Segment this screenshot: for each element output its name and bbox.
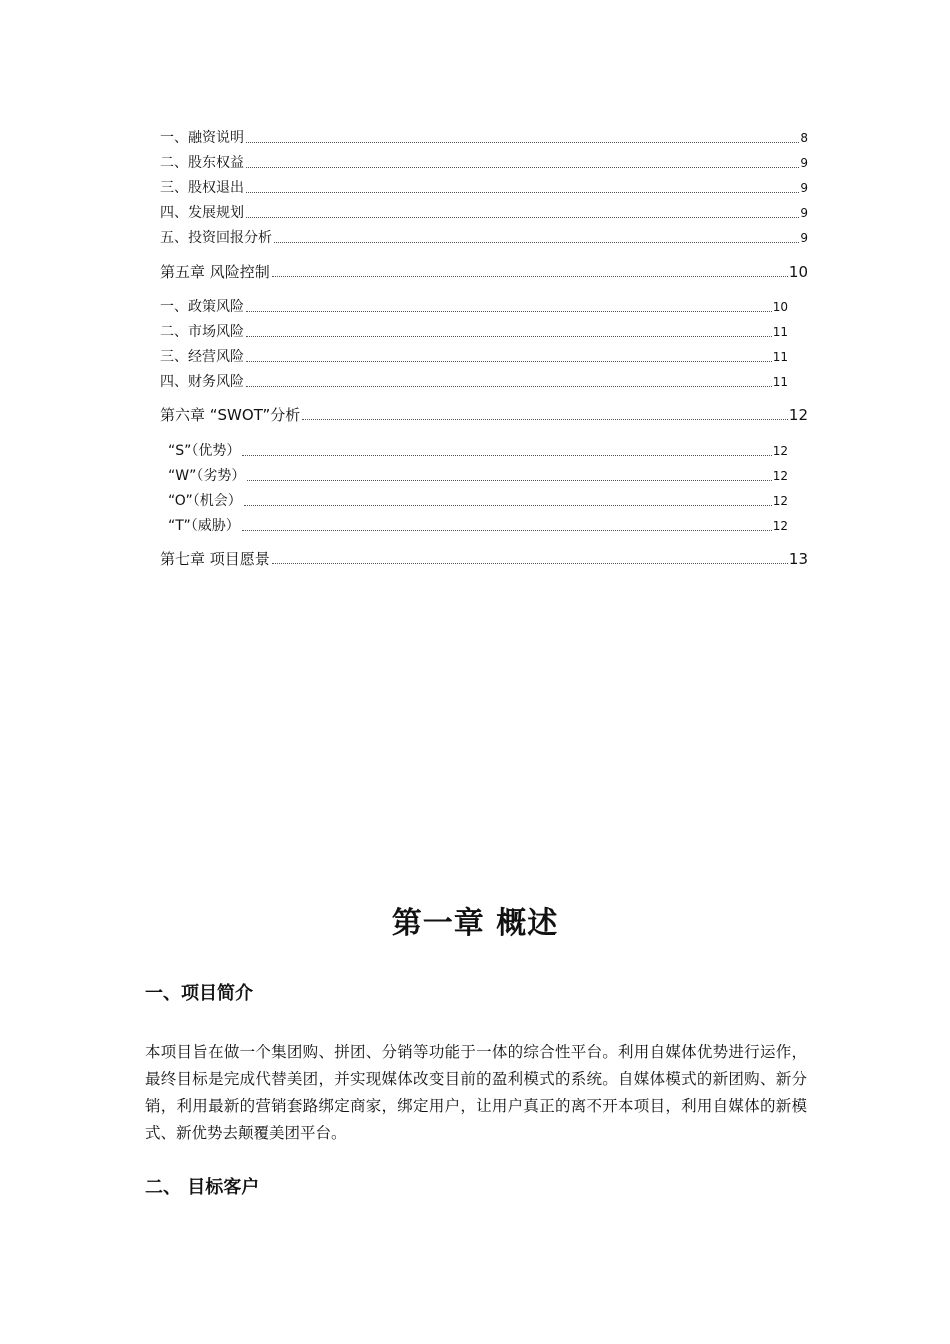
section-heading-target-customers: 二、 目标客户 [145,1177,260,1198]
toc-entry-label: “T”（威胁） [168,518,240,534]
section-heading-project-intro: 一、项目简介 [145,983,253,1004]
chapter-title: 第一章 概述 [391,906,559,941]
toc-leader-dots [302,419,788,420]
toc-leader-dots [242,455,771,456]
toc-entry-page: 11 [772,325,788,339]
toc-leader-dots [244,505,772,506]
toc-entry-page: 9 [800,156,808,170]
toc-leader-dots [242,530,772,531]
toc-entry[interactable] [160,177,808,199]
toc-chapter-entry[interactable] [160,261,808,283]
toc-entry[interactable] [160,321,788,343]
toc-entry[interactable] [160,127,808,149]
toc-entry-label: 二、市场风险 [160,324,244,340]
toc-entry-label: 二、股东权益 [160,155,244,171]
toc-leader-dots [272,276,788,277]
toc-entry-label: 三、股权退出 [160,180,244,196]
toc-entry-page: 12 [772,469,788,483]
toc-entry[interactable] [160,440,788,462]
toc-entry-label: 一、政策风险 [160,299,244,315]
toc-entry[interactable] [160,202,808,224]
toc-entry-page: 10 [772,300,788,314]
toc-entry-label: 五、投资回报分析 [160,230,272,246]
toc-entry-page: 11 [772,350,788,364]
toc-entry-page: 9 [800,206,808,220]
toc-entry-label: 四、发展规划 [160,205,244,221]
toc-leader-dots [246,361,772,362]
toc-entry-label: “W”（劣势） [168,468,246,484]
toc-entry-page: 12 [788,406,808,424]
toc-entry[interactable] [160,490,788,512]
toc-entry[interactable] [160,346,788,368]
toc-leader-dots [246,386,772,387]
toc-entry-page: 13 [788,550,808,568]
toc-entry[interactable] [160,152,808,174]
toc-entry-label: 四、财务风险 [160,374,244,390]
toc-entry-page: 12 [772,494,788,508]
toc-chapter-entry[interactable] [160,548,808,570]
toc-entry-label: “S”（优势） [168,443,241,459]
toc-entry-page: 9 [800,181,808,195]
toc-entry-label: 第五章 风险控制 [160,263,270,281]
toc-leader-dots [246,336,772,337]
toc-entry-page: 12 [772,519,788,533]
toc-entry-label: 第七章 项目愿景 [160,550,270,568]
toc-leader-dots [274,242,799,243]
toc-entry[interactable] [160,465,788,487]
toc-entry-page: 12 [772,444,788,458]
toc-leader-dots [246,142,799,143]
toc-leader-dots [246,311,772,312]
toc-leader-dots [246,217,799,218]
project-intro-paragraph: 本项目旨在做一个集团购、拼团、分销等功能于一体的综合性平台。利用自媒体优势进行运作，最终目标是完成代替美团，并实现媒体改变目前的盈利模式的系统。自媒体模式的新团购、新分销，利用最新的营销套路绑定商家，绑定用户，让用户真正的离不开本项目，利用自媒体的新模式、新优势去颠覆美团平台。 [145,1043,807,1142]
toc-entry-page: 8 [800,131,808,145]
toc-leader-dots [246,167,799,168]
toc-entry[interactable] [160,227,808,249]
toc-entry[interactable] [160,515,788,537]
toc-entry-page: 9 [800,231,808,245]
toc-entry-label: “O”（机会） [168,493,242,509]
toc-entry-label: 第六章 “SWOT”分析 [160,406,301,424]
toc-entry-label: 三、经营风险 [160,349,244,365]
toc-chapter-entry[interactable] [160,404,808,426]
toc-leader-dots [247,480,771,481]
toc-leader-dots [246,192,799,193]
toc-entry[interactable] [160,371,788,393]
toc-leader-dots [272,563,788,564]
toc-entry-label: 一、融资说明 [160,130,244,146]
toc-entry[interactable] [160,296,788,318]
toc-entry-page: 11 [772,375,788,389]
toc-entry-page: 10 [788,263,808,281]
